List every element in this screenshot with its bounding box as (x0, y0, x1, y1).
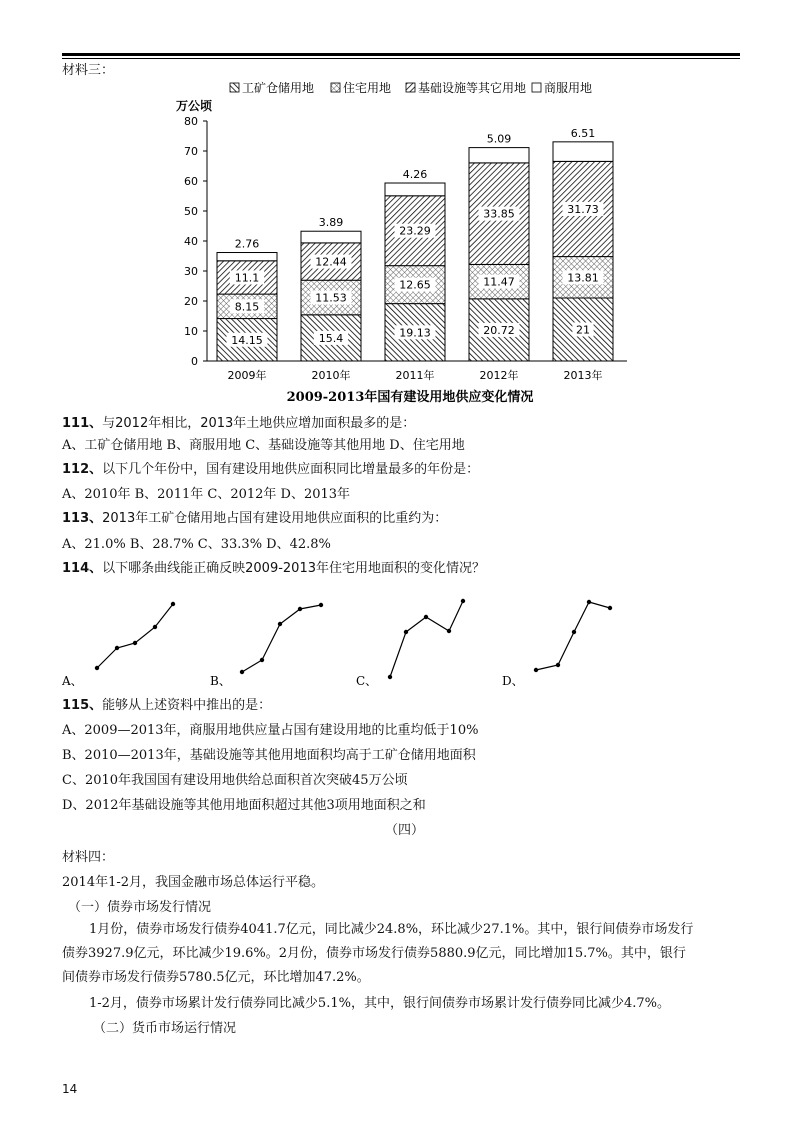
legend-label-infrastructure: 基础设施等其它用地 (418, 81, 527, 95)
q114-option-a-curve (97, 604, 173, 668)
q115-stem (62, 697, 271, 715)
x-tick-label: 2012年 (479, 369, 519, 382)
q111-options: A、工矿仓储用地 B、商服用地 C、基础设施等其他用地 D、住宅用地 (62, 438, 465, 453)
header-rule-thin (62, 58, 740, 59)
chart-legend (230, 80, 592, 95)
data-label-industrial: 19.13 (399, 326, 431, 340)
q114-option-c-label: C、 (356, 674, 378, 688)
data-label-industrial: 20.72 (483, 323, 515, 337)
data-label-commercial: 4.26 (402, 168, 428, 182)
q114-option-c-points (388, 599, 465, 679)
bar-segment-commercial (301, 231, 361, 243)
q115-number: 115、 (62, 698, 103, 713)
q114-option-d-label: D、 (502, 674, 524, 688)
q114-option-c-curve (390, 601, 463, 677)
data-label-infrastructure: 23.29 (399, 224, 431, 238)
q112-number: 112、 (62, 462, 103, 477)
q114-option-curves (60, 590, 660, 690)
y-tick-label: 30 (184, 265, 198, 278)
section-heading-four: （四） (385, 823, 425, 838)
x-tick-label: 2011年 (395, 369, 435, 382)
y-tick-label: 70 (184, 145, 198, 158)
data-label-infrastructure: 31.73 (567, 202, 599, 216)
q115-option-a: A、2009—2013年，商服用地供应量占国有建设用地的比重均低于10% (62, 723, 479, 738)
q113-text: 2013年工矿仓储用地占国有建设用地供应面积的比重约为： (102, 511, 448, 526)
bar-segment-commercial (217, 253, 277, 261)
q114-stem (62, 560, 485, 578)
legend-swatch-residential (331, 83, 340, 92)
y-tick-label: 50 (184, 205, 198, 218)
data-label-residential: 13.81 (567, 271, 599, 285)
material4-para1-line3: 间债券市场发行债券5780.5亿元，环比增加47.2%。 (62, 970, 370, 985)
q115-option-d: D、2012年基础设施等其他用地面积超过其他3项用地面积之和 (62, 798, 426, 813)
data-label-infrastructure: 11.1 (234, 271, 260, 285)
data-label-residential: 8.15 (234, 300, 260, 314)
data-label-residential: 11.47 (483, 275, 515, 289)
data-label-industrial: 14.15 (231, 333, 263, 347)
q113-number: 113、 (62, 511, 103, 526)
material4-label: 材料四： (62, 850, 115, 865)
q111-text: 与2012年相比，2013年土地供应增加面积最多的是： (102, 416, 416, 431)
y-tick-label: 80 (184, 115, 198, 128)
q114-option-b-label: B、 (210, 674, 231, 688)
q112-stem (62, 461, 479, 479)
q114-option-b-points (240, 603, 323, 674)
data-label-industrial: 21 (576, 323, 590, 337)
header-rule (62, 53, 740, 56)
data-label-residential: 11.53 (315, 291, 347, 305)
chart-title: 2009-2013年国有建设用地供应变化情况 (286, 390, 534, 405)
y-tick-label: 20 (184, 295, 198, 308)
material3-label: 材料三： (62, 63, 115, 78)
y-axis-unit: 万公顷 (176, 99, 213, 113)
legend-swatch-commercial (532, 83, 541, 92)
data-label-residential: 12.65 (399, 278, 431, 292)
q111-number: 111、 (62, 416, 103, 431)
material4-subheading-money: （二）货币市场运行情况 (93, 1021, 237, 1036)
bar-segment-commercial (469, 148, 529, 163)
q112-options: A、2010年 B、2011年 C、2012年 D、2013年 (62, 487, 351, 502)
q113-options: A、21.0% B、28.7% C、33.3% D、42.8% (62, 537, 331, 552)
y-tick-label: 10 (184, 325, 198, 338)
data-label-commercial: 5.09 (486, 132, 512, 146)
q115-option-b: B、2010—2013年，基础设施等其他用地面积均高于工矿仓储用地面积 (62, 748, 476, 763)
q114-option-a-points (95, 602, 175, 670)
data-label-infrastructure: 12.44 (315, 255, 347, 269)
q113-stem (62, 510, 447, 528)
data-label-industrial: 15.4 (318, 331, 344, 345)
x-tick-label: 2013年 (563, 369, 603, 382)
q115-text: 能够从上述资料中推出的是： (102, 698, 272, 713)
legend-label-residential: 住宅用地 (343, 81, 392, 95)
y-tick-label: 40 (184, 235, 198, 248)
data-label-infrastructure: 33.85 (483, 207, 515, 221)
bar-segment-commercial (553, 142, 613, 162)
data-label-commercial: 2.76 (234, 237, 260, 251)
q111-stem (62, 415, 415, 433)
q114-option-b-curve (242, 605, 321, 672)
material4-para1-line2: 债券3927.9亿元，环比减少19.6%。2月份，债券市场发行债券5880.9亿元，同比增加15.7%。其中，银行 (62, 946, 686, 961)
x-tick-label: 2010年 (311, 369, 351, 382)
page-number: 14 (62, 1082, 78, 1096)
q114-option-d-points (534, 600, 612, 672)
q115-option-c: C、2010年我国国有建设用地供给总面积首次突破45万公顷 (62, 773, 408, 788)
legend-swatch-industrial (230, 83, 239, 92)
material4-intro: 2014年1-2月，我国金融市场总体运行平稳。 (62, 875, 325, 890)
stacked-bar-chart (150, 74, 630, 412)
q114-text: 以下哪条曲线能正确反映2009-2013年住宅用地面积的变化情况？ (102, 561, 485, 576)
data-label-commercial: 6.51 (570, 126, 596, 140)
x-ticks (228, 368, 603, 382)
y-tick-label: 60 (184, 175, 198, 188)
legend-label-industrial: 工矿仓储用地 (242, 81, 315, 95)
bars (217, 127, 613, 361)
material4-para1-line1: 1月份，债券市场发行债券4041.7亿元，同比减少24.8%，环比减少27.1%。其中，银行间债券市场发行 (89, 922, 694, 937)
material4-para2: 1-2月，债券市场累计发行债券同比减少5.1%，其中，银行间债券市场累计发行债券同比减少4.7%。 (89, 996, 670, 1011)
legend-swatch-infrastructure (406, 83, 415, 92)
y-tick-label: 0 (191, 355, 198, 368)
material4-subheading-bonds: （一）债券市场发行情况 (68, 900, 212, 915)
q114-option-d-curve (536, 602, 610, 670)
y-ticks (184, 115, 207, 368)
q114-number: 114、 (62, 561, 103, 576)
bar-segment-commercial (385, 183, 445, 196)
legend-label-commercial: 商服用地 (544, 81, 593, 95)
q114-option-a-label: A、 (62, 674, 83, 688)
x-tick-label: 2009年 (227, 369, 267, 382)
data-label-commercial: 3.89 (318, 216, 344, 230)
q112-text: 以下几个年份中，国有建设用地供应面积同比增量最多的年份是： (102, 462, 480, 477)
